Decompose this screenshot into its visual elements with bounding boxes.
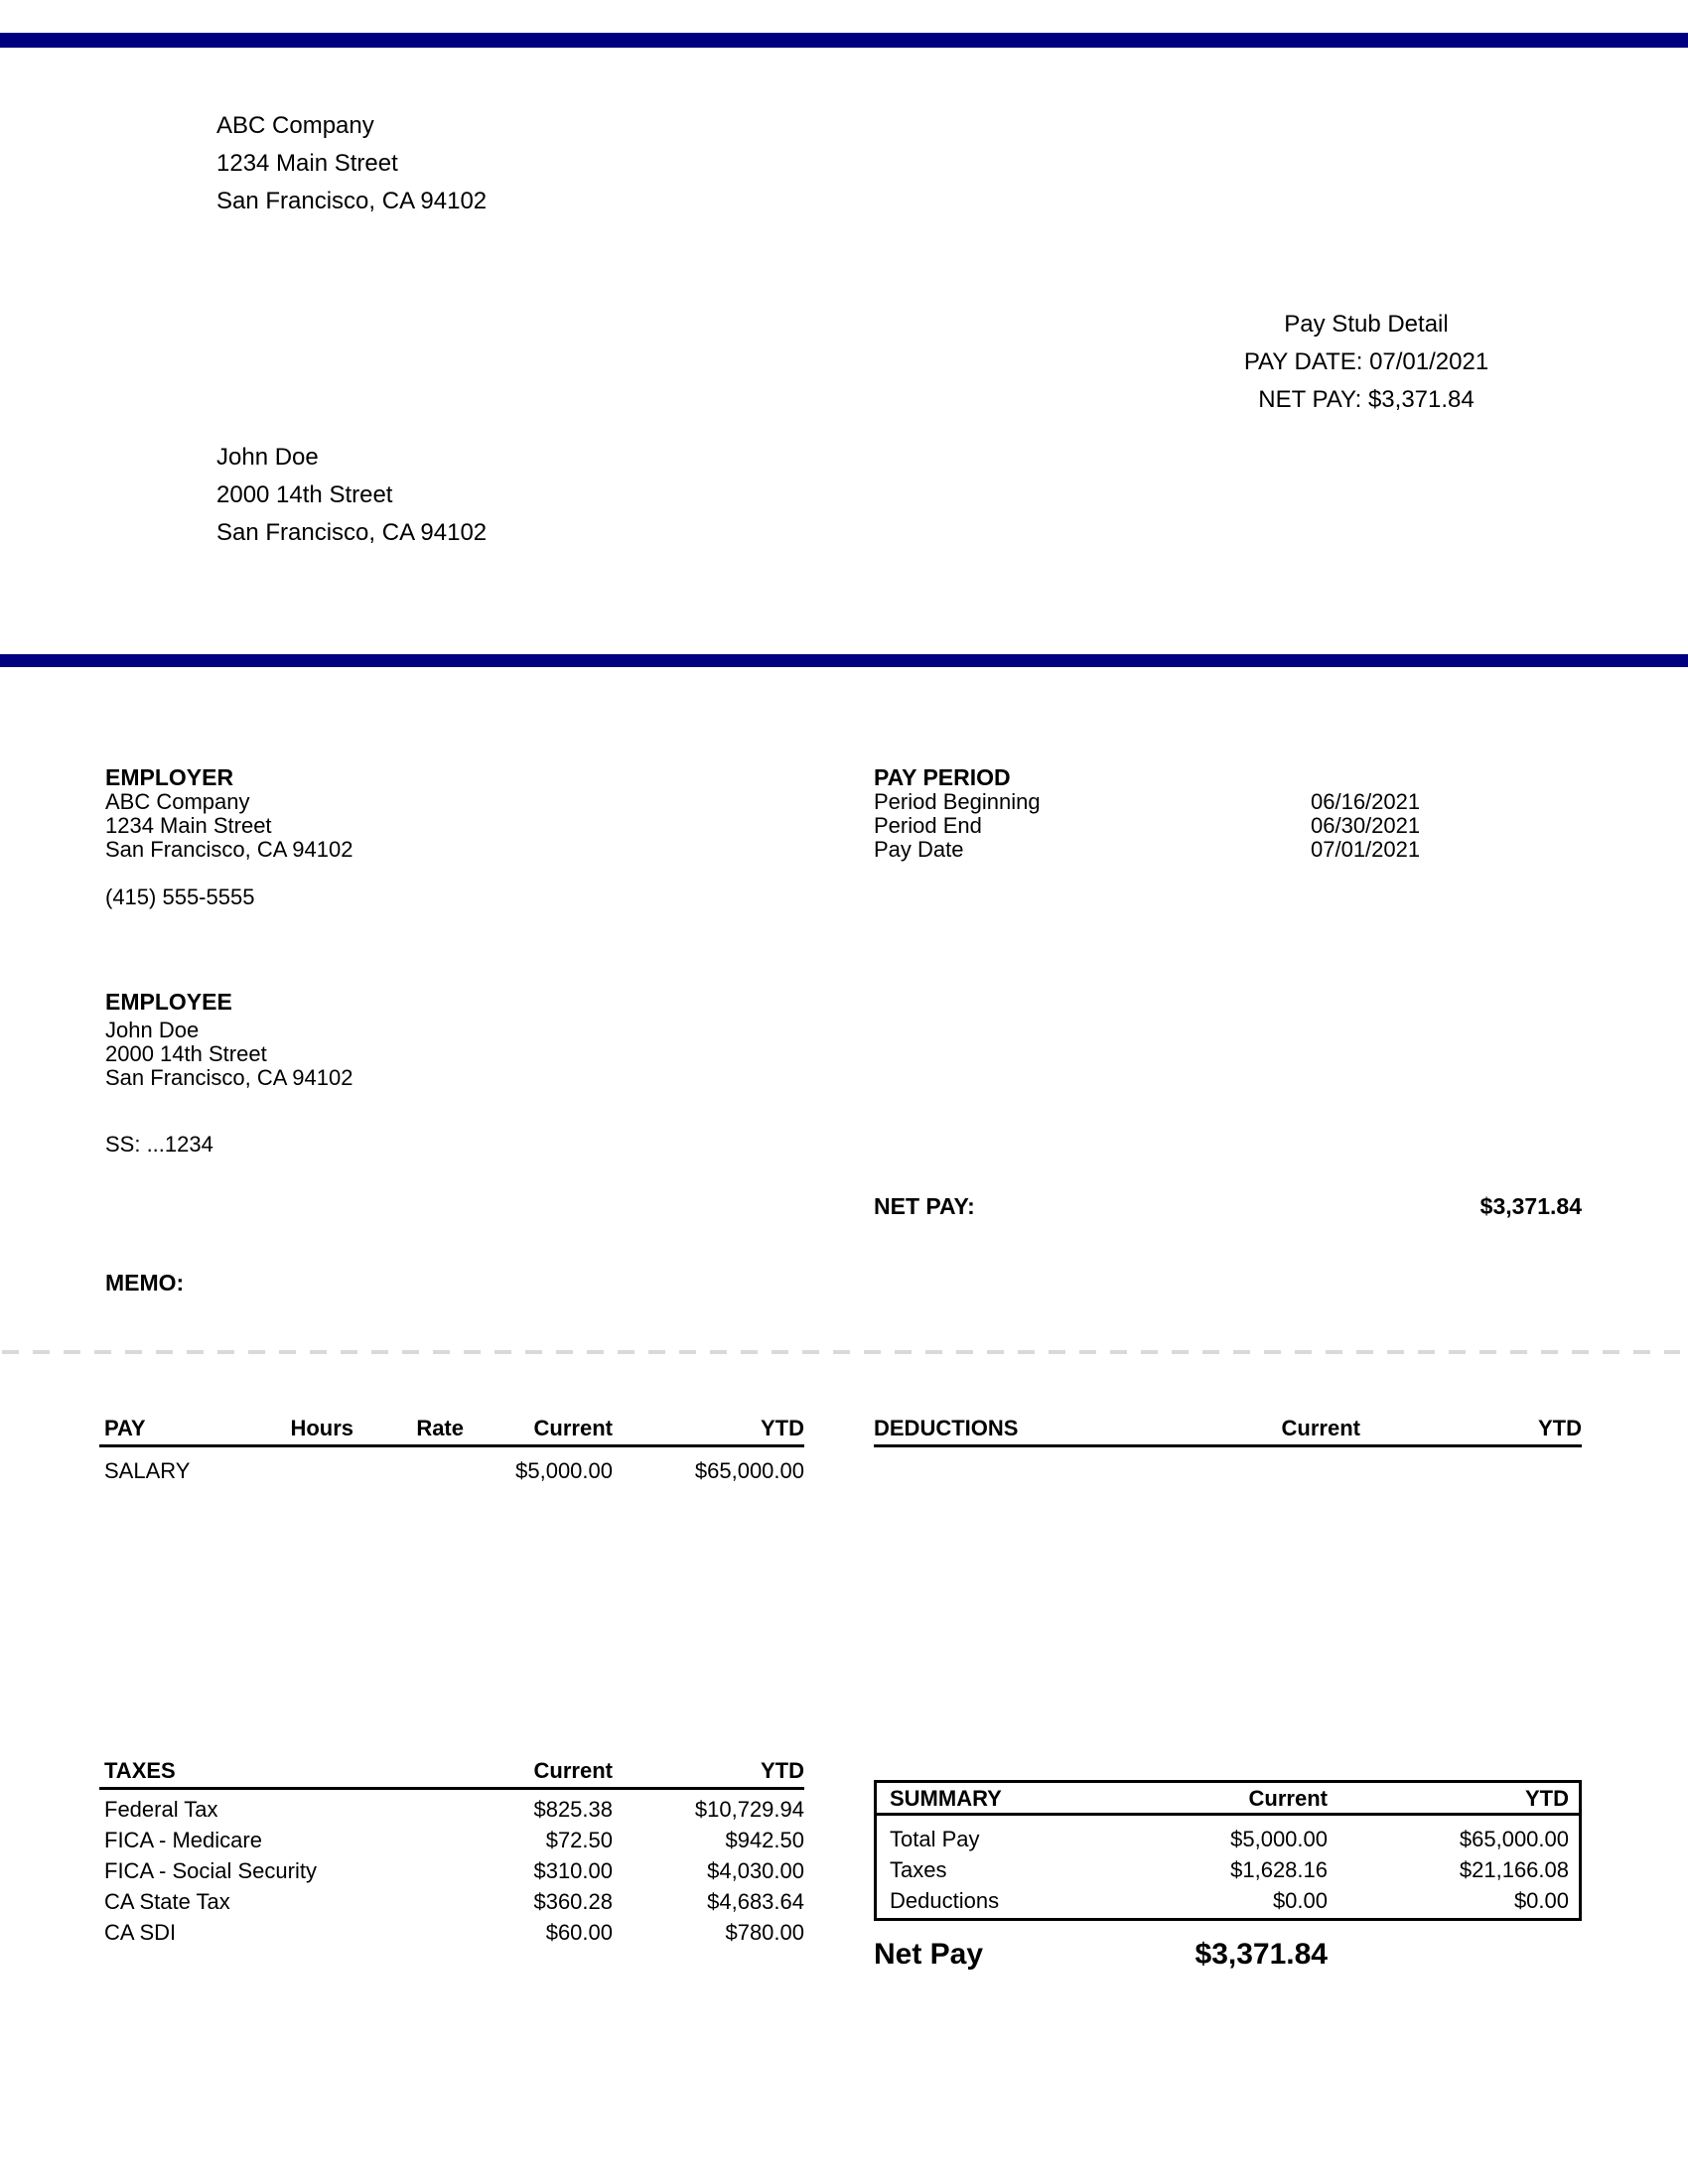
tax-name: Federal Tax (104, 1797, 218, 1822)
summary-row-label: Total Pay (890, 1827, 980, 1851)
pay-row-ytd: $65,000.00 (694, 1458, 804, 1483)
tax-ytd: $4,683.64 (707, 1889, 804, 1914)
tax-ytd: $942.50 (725, 1828, 804, 1852)
pay-table-row (99, 1458, 804, 1484)
employee-heading: EMPLOYEE (105, 989, 232, 1015)
company-address-block (216, 107, 487, 220)
net-pay-line: NET PAY: $3,371.84 (1258, 386, 1475, 413)
summary-row (890, 1854, 1569, 1885)
tax-current: $825.38 (533, 1797, 613, 1822)
employer-name: ABC Company (105, 789, 250, 814)
employee-name: John Doe (216, 444, 319, 471)
taxes-table-rows (99, 1797, 804, 1951)
pay-period-value: 06/16/2021 (1311, 789, 1421, 814)
summary-rows (877, 1816, 1579, 1916)
pay-header-rate: Rate (416, 1416, 464, 1440)
pay-period-row (874, 838, 1569, 862)
net-pay-total-label: Net Pay (874, 1938, 984, 1971)
pay-row-hours (258, 1458, 353, 1484)
tax-current: $60.00 (545, 1920, 613, 1945)
pay-period-label: Period Beginning (874, 789, 1041, 814)
tax-name: CA SDI (104, 1920, 177, 1945)
pay-table-header-rule (99, 1444, 804, 1447)
pay-table-header (99, 1416, 804, 1441)
tax-current: $360.28 (533, 1889, 613, 1914)
tax-name: FICA - Medicare (104, 1828, 262, 1852)
company-city: San Francisco, CA 94102 (216, 188, 488, 214)
summary-header (877, 1783, 1579, 1816)
employee-info-street: 2000 14th Street (105, 1041, 267, 1066)
pay-period-row (874, 790, 1569, 814)
pay-period-value: 07/01/2021 (1311, 837, 1421, 862)
employee-info-city: San Francisco, CA 94102 (105, 1065, 353, 1090)
pay-stub-detail-block (1118, 306, 1615, 419)
tax-ytd: $10,729.94 (694, 1797, 804, 1822)
summary-row-ytd: $21,166.08 (1459, 1857, 1569, 1882)
net-pay-value: $3,371.84 (1479, 1193, 1582, 1219)
employer-address (105, 790, 352, 862)
tax-name: CA State Tax (104, 1889, 230, 1914)
summary-row-current: $0.00 (1272, 1888, 1328, 1913)
employer-heading: EMPLOYER (105, 764, 234, 790)
deductions-header-name: DEDUCTIONS (874, 1416, 1019, 1440)
pay-row-name: SALARY (104, 1458, 191, 1483)
pay-row-rate (353, 1458, 464, 1484)
tax-current: $310.00 (533, 1858, 613, 1883)
pay-period-heading: PAY PERIOD (874, 764, 1011, 790)
summary-row-ytd: $65,000.00 (1459, 1827, 1569, 1851)
employee-address-block (216, 439, 487, 552)
taxes-row (99, 1858, 804, 1889)
pay-row-current: $5,000.00 (515, 1458, 613, 1483)
taxes-table-header-rule (99, 1787, 804, 1790)
employee-info-name: John Doe (105, 1018, 200, 1042)
taxes-row (99, 1797, 804, 1828)
summary-row-ytd: $0.00 (1513, 1888, 1569, 1913)
pay-header-name: PAY (104, 1416, 146, 1440)
employee-ssn: SS: ...1234 (105, 1132, 213, 1157)
pay-header-ytd: YTD (761, 1416, 804, 1440)
taxes-header-ytd: YTD (761, 1758, 804, 1783)
taxes-table-header (99, 1758, 804, 1784)
pay-period-label: Period End (874, 813, 982, 838)
tear-off-dashed-line (2, 1350, 1680, 1354)
pay-stub-title: Pay Stub Detail (1284, 311, 1449, 338)
pay-period-rows (874, 790, 1569, 862)
company-name: ABC Company (216, 112, 374, 139)
employer-street: 1234 Main Street (105, 813, 272, 838)
employee-street: 2000 14th Street (216, 481, 393, 508)
summary-header-current: Current (1248, 1786, 1328, 1811)
tax-name: FICA - Social Security (104, 1858, 317, 1883)
employer-city: San Francisco, CA 94102 (105, 837, 353, 862)
pay-period-value: 06/30/2021 (1311, 813, 1421, 838)
middle-divider-bar (0, 654, 1688, 667)
summary-row (890, 1885, 1569, 1916)
summary-row-current: $1,628.16 (1230, 1857, 1328, 1882)
net-pay-total-value: $3,371.84 (1195, 1938, 1328, 1971)
pay-period-label: Pay Date (874, 837, 964, 862)
pay-header-hours: Hours (290, 1416, 353, 1440)
pay-period-row (874, 814, 1569, 838)
memo-label: MEMO: (105, 1270, 185, 1296)
employer-phone: (415) 555-5555 (105, 885, 255, 909)
tax-ytd: $4,030.00 (707, 1858, 804, 1883)
employee-info-address (105, 1019, 352, 1090)
taxes-header-name: TAXES (104, 1758, 176, 1783)
summary-header-ytd: YTD (1525, 1786, 1569, 1811)
tax-current: $72.50 (545, 1828, 613, 1852)
summary-header-name: SUMMARY (890, 1786, 1002, 1811)
summary-box (874, 1780, 1582, 1921)
pay-date-line: PAY DATE: 07/01/2021 (1243, 348, 1489, 375)
employee-city: San Francisco, CA 94102 (216, 519, 488, 546)
summary-row (890, 1824, 1569, 1854)
taxes-row (99, 1920, 804, 1951)
summary-row-label: Deductions (890, 1888, 1000, 1913)
summary-row-current: $5,000.00 (1230, 1827, 1328, 1851)
deductions-header-current: Current (1281, 1416, 1360, 1440)
deductions-table-header (874, 1416, 1582, 1441)
pay-header-current: Current (533, 1416, 613, 1440)
tax-ytd: $780.00 (725, 1920, 804, 1945)
deductions-table-header-rule (874, 1444, 1582, 1447)
taxes-row (99, 1889, 804, 1920)
deductions-header-ytd: YTD (1538, 1416, 1582, 1440)
summary-row-label: Taxes (890, 1857, 947, 1882)
top-divider-bar (0, 33, 1688, 48)
net-pay-label: NET PAY: (874, 1193, 975, 1219)
company-street: 1234 Main Street (216, 150, 398, 177)
taxes-header-current: Current (533, 1758, 613, 1783)
taxes-row (99, 1828, 804, 1858)
